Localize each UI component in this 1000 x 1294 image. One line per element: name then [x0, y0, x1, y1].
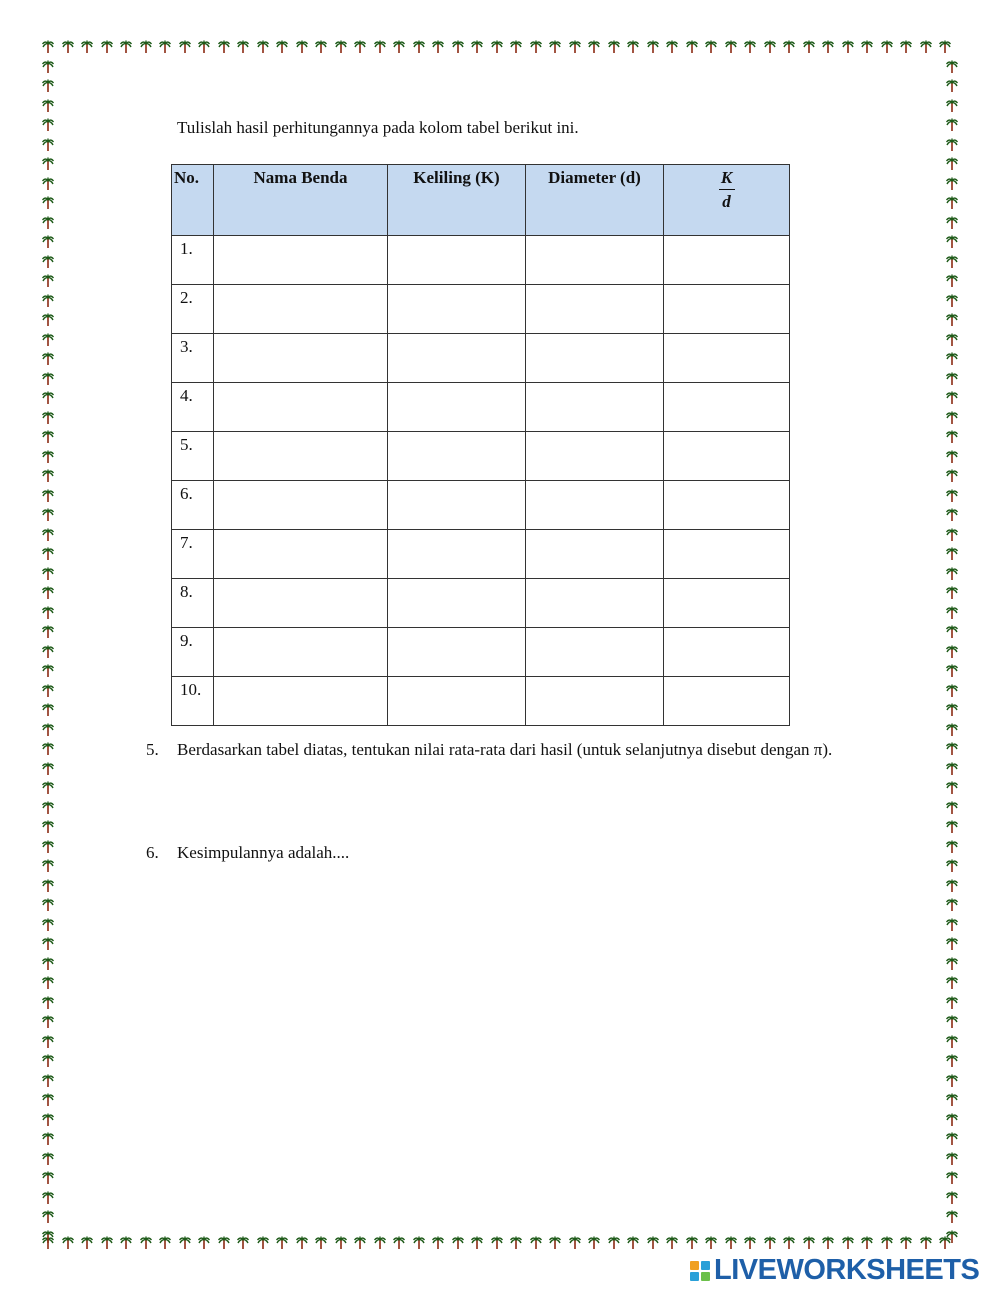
brand-name: LIVEWORKSHEETS	[714, 1254, 980, 1286]
palm-tree-icon	[296, 40, 308, 53]
palm-tree-icon	[946, 1152, 958, 1165]
palm-tree-icon	[946, 391, 958, 404]
palm-tree-icon	[42, 879, 54, 892]
palm-tree-icon	[946, 1171, 958, 1184]
palm-tree-icon	[744, 40, 756, 53]
palm-tree-icon	[725, 40, 737, 53]
palm-tree-icon	[159, 1236, 171, 1249]
palm-tree-icon	[686, 40, 698, 53]
palm-tree-icon	[569, 1236, 581, 1249]
palm-tree-icon	[946, 742, 958, 755]
palm-tree-icon	[42, 1093, 54, 1106]
palm-tree-icon	[42, 99, 54, 112]
cell-ratio[interactable]	[664, 530, 790, 579]
palm-tree-icon	[62, 40, 74, 53]
palm-tree-icon	[42, 489, 54, 502]
row-number: 2.	[172, 285, 214, 334]
palm-tree-icon	[471, 40, 483, 53]
cell-diameter[interactable]	[526, 432, 664, 481]
palm-tree-icon	[705, 40, 717, 53]
palm-tree-icon	[432, 1236, 444, 1249]
palm-tree-icon	[198, 40, 210, 53]
palm-tree-icon	[42, 1230, 54, 1243]
cell-keliling[interactable]	[388, 236, 526, 285]
cell-keliling[interactable]	[388, 628, 526, 677]
palm-tree-icon	[42, 235, 54, 248]
palm-tree-icon	[159, 40, 171, 53]
ratio-denominator: d	[722, 192, 731, 211]
palm-tree-icon	[42, 918, 54, 931]
table-row	[172, 285, 790, 334]
palm-tree-icon	[608, 1236, 620, 1249]
palm-tree-icon	[946, 489, 958, 502]
palm-tree-icon	[608, 40, 620, 53]
palm-tree-icon	[42, 372, 54, 385]
row-number: 7.	[172, 530, 214, 579]
palm-tree-icon	[549, 40, 561, 53]
instruction-text: Tulislah hasil perhitungannya pada kolom tabel berikut ini.	[177, 118, 579, 137]
palm-tree-icon	[42, 1210, 54, 1223]
palm-tree-icon	[315, 1236, 327, 1249]
palm-tree-icon	[42, 450, 54, 463]
palm-tree-icon	[939, 40, 951, 53]
row-number: 6.	[172, 481, 214, 530]
palm-tree-icon	[946, 216, 958, 229]
palm-tree-icon	[842, 40, 854, 53]
palm-tree-icon	[946, 898, 958, 911]
table-row	[172, 334, 790, 383]
palm-tree-icon	[42, 820, 54, 833]
palm-tree-icon	[946, 703, 958, 716]
table-row	[172, 236, 790, 285]
palm-tree-icon	[81, 40, 93, 53]
palm-tree-icon	[946, 1074, 958, 1087]
palm-tree-icon	[666, 1236, 678, 1249]
table-header-row	[172, 165, 790, 236]
palm-tree-icon	[946, 1191, 958, 1204]
palm-tree-icon	[803, 1236, 815, 1249]
row-number: 4.	[172, 383, 214, 432]
palm-tree-icon	[946, 723, 958, 736]
palm-tree-icon	[946, 586, 958, 599]
palm-tree-icon	[946, 625, 958, 638]
palm-tree-icon	[900, 40, 912, 53]
palm-tree-icon	[101, 40, 113, 53]
palm-tree-icon	[42, 1132, 54, 1145]
palm-tree-icon	[42, 840, 54, 853]
cell-nama-benda[interactable]	[214, 285, 388, 334]
palm-tree-icon	[218, 40, 230, 53]
palm-tree-icon	[42, 645, 54, 658]
palm-tree-icon	[946, 274, 958, 287]
logo-icon	[690, 1261, 710, 1281]
palm-tree-icon	[42, 606, 54, 619]
palm-tree-icon	[120, 1236, 132, 1249]
palm-tree-icon	[354, 1236, 366, 1249]
palm-tree-icon	[946, 469, 958, 482]
palm-tree-icon	[783, 40, 795, 53]
palm-tree-icon	[432, 40, 444, 53]
palm-tree-icon	[42, 60, 54, 73]
palm-tree-icon	[881, 40, 893, 53]
table-row	[172, 628, 790, 677]
question-text: Berdasarkan tabel diatas, tentukan nilai rata-rata dari hasil (untuk selanjutnya disebut dengan π).	[177, 740, 833, 759]
palm-tree-icon	[510, 40, 522, 53]
palm-tree-icon	[946, 79, 958, 92]
palm-tree-icon	[946, 820, 958, 833]
palm-tree-icon	[946, 1093, 958, 1106]
cell-keliling[interactable]	[388, 285, 526, 334]
row-number: 8.	[172, 579, 214, 628]
palm-tree-icon	[946, 138, 958, 151]
palm-tree-icon	[42, 996, 54, 1009]
palm-tree-icon	[42, 333, 54, 346]
palm-tree-icon	[42, 469, 54, 482]
palm-tree-icon	[946, 255, 958, 268]
palm-tree-icon	[354, 40, 366, 53]
palm-tree-icon	[62, 1236, 74, 1249]
palm-tree-icon	[42, 781, 54, 794]
fraction-bar	[719, 189, 735, 190]
palm-tree-icon	[946, 99, 958, 112]
palm-tree-icon	[491, 1236, 503, 1249]
question-5	[146, 733, 877, 767]
row-number: 1.	[172, 236, 214, 285]
palm-tree-icon	[413, 1236, 425, 1249]
palm-tree-icon	[946, 781, 958, 794]
cell-keliling[interactable]	[388, 334, 526, 383]
palm-tree-icon	[42, 723, 54, 736]
palm-tree-icon	[276, 1236, 288, 1249]
palm-tree-icon	[946, 1015, 958, 1028]
palm-tree-icon	[374, 40, 386, 53]
palm-tree-icon	[946, 1230, 958, 1243]
header-no: No.	[172, 165, 214, 236]
palm-tree-icon	[946, 996, 958, 1009]
palm-tree-icon	[42, 138, 54, 151]
palm-tree-icon	[920, 1236, 932, 1249]
row-number: 5.	[172, 432, 214, 481]
question-6	[146, 836, 877, 870]
ratio-fraction	[719, 168, 735, 211]
header-keliling: Keliling (K)	[388, 165, 526, 236]
palm-tree-icon	[491, 40, 503, 53]
cell-ratio[interactable]	[664, 383, 790, 432]
palm-tree-icon	[822, 40, 834, 53]
palm-tree-icon	[374, 1236, 386, 1249]
palm-tree-icon	[946, 840, 958, 853]
palm-tree-icon	[822, 1236, 834, 1249]
palm-tree-icon	[257, 1236, 269, 1249]
question-text: Kesimpulannya adalah....	[177, 843, 350, 862]
cell-keliling[interactable]	[388, 530, 526, 579]
palm-tree-icon	[705, 1236, 717, 1249]
palm-tree-icon	[452, 40, 464, 53]
palm-tree-icon	[946, 60, 958, 73]
palm-tree-icon	[140, 1236, 152, 1249]
cell-diameter[interactable]	[526, 334, 664, 383]
palm-tree-icon	[296, 1236, 308, 1249]
palm-tree-icon	[627, 1236, 639, 1249]
palm-tree-icon	[569, 40, 581, 53]
palm-tree-icon	[42, 684, 54, 697]
palm-tree-icon	[946, 430, 958, 443]
palm-tree-icon	[42, 898, 54, 911]
palm-tree-icon	[42, 79, 54, 92]
palm-tree-icon	[744, 1236, 756, 1249]
palm-tree-icon	[276, 40, 288, 53]
palm-tree-icon	[946, 1132, 958, 1145]
palm-tree-icon	[198, 1236, 210, 1249]
palm-tree-icon	[42, 528, 54, 541]
palm-tree-icon	[946, 177, 958, 190]
palm-tree-icon	[42, 664, 54, 677]
palm-tree-icon	[764, 1236, 776, 1249]
cell-diameter[interactable]	[526, 383, 664, 432]
palm-tree-icon	[335, 1236, 347, 1249]
palm-tree-icon	[42, 177, 54, 190]
cell-nama-benda[interactable]	[214, 677, 388, 726]
palm-tree-icon	[179, 1236, 191, 1249]
palm-tree-icon	[530, 1236, 542, 1249]
palm-tree-icon	[861, 40, 873, 53]
palm-tree-icon	[946, 664, 958, 677]
question-number: 6.	[146, 843, 159, 862]
cell-keliling[interactable]	[388, 481, 526, 530]
palm-tree-icon	[946, 801, 958, 814]
palm-tree-icon	[588, 1236, 600, 1249]
palm-tree-icon	[237, 40, 249, 53]
palm-tree-icon	[42, 294, 54, 307]
table-row	[172, 432, 790, 481]
palm-tree-icon	[413, 40, 425, 53]
palm-tree-icon	[42, 274, 54, 287]
cell-ratio[interactable]	[664, 481, 790, 530]
palm-tree-icon	[946, 762, 958, 775]
table-row	[172, 383, 790, 432]
cell-diameter[interactable]	[526, 236, 664, 285]
palm-tree-icon	[42, 801, 54, 814]
palm-tree-icon	[946, 313, 958, 326]
palm-tree-icon	[946, 235, 958, 248]
cell-nama-benda[interactable]	[214, 628, 388, 677]
palm-tree-icon	[179, 40, 191, 53]
palm-tree-icon	[42, 567, 54, 580]
palm-tree-icon	[42, 1171, 54, 1184]
cell-ratio[interactable]	[664, 432, 790, 481]
cell-keliling[interactable]	[388, 432, 526, 481]
palm-tree-icon	[42, 430, 54, 443]
palm-tree-icon	[549, 1236, 561, 1249]
palm-tree-icon	[881, 1236, 893, 1249]
cell-diameter[interactable]	[526, 481, 664, 530]
cell-nama-benda[interactable]	[214, 432, 388, 481]
cell-diameter[interactable]	[526, 530, 664, 579]
cell-nama-benda[interactable]	[214, 530, 388, 579]
cell-nama-benda[interactable]	[214, 236, 388, 285]
palm-tree-icon	[946, 196, 958, 209]
question-number: 5.	[146, 740, 159, 759]
palm-tree-icon	[946, 450, 958, 463]
palm-tree-icon	[946, 294, 958, 307]
palm-tree-icon	[946, 1113, 958, 1126]
palm-tree-icon	[393, 1236, 405, 1249]
cell-nama-benda[interactable]	[214, 481, 388, 530]
palm-tree-icon	[120, 40, 132, 53]
palm-tree-icon	[686, 1236, 698, 1249]
palm-tree-icon	[920, 40, 932, 53]
palm-tree-icon	[946, 567, 958, 580]
palm-tree-icon	[42, 957, 54, 970]
palm-tree-icon	[42, 411, 54, 424]
palm-tree-icon	[946, 352, 958, 365]
palm-tree-icon	[647, 40, 659, 53]
cell-ratio[interactable]	[664, 285, 790, 334]
palm-tree-icon	[803, 40, 815, 53]
palm-tree-icon	[42, 1015, 54, 1028]
results-table	[171, 164, 790, 726]
ratio-numerator: K	[720, 168, 733, 187]
palm-tree-icon	[946, 645, 958, 658]
palm-tree-icon	[900, 1236, 912, 1249]
palm-tree-icon	[946, 684, 958, 697]
row-number: 3.	[172, 334, 214, 383]
palm-tree-icon	[101, 1236, 113, 1249]
palm-tree-icon	[946, 918, 958, 931]
palm-tree-icon	[42, 196, 54, 209]
cell-ratio[interactable]	[664, 579, 790, 628]
palm-tree-icon	[510, 1236, 522, 1249]
palm-tree-icon	[140, 40, 152, 53]
cell-ratio[interactable]	[664, 334, 790, 383]
palm-tree-icon	[42, 547, 54, 560]
cell-keliling[interactable]	[388, 677, 526, 726]
palm-tree-icon	[725, 1236, 737, 1249]
palm-tree-icon	[946, 547, 958, 560]
palm-tree-icon	[946, 118, 958, 131]
palm-tree-icon	[452, 1236, 464, 1249]
table-row	[172, 579, 790, 628]
palm-tree-icon	[257, 40, 269, 53]
palm-tree-icon	[946, 937, 958, 950]
palm-tree-icon	[946, 333, 958, 346]
header-diameter: Diameter (d)	[526, 165, 664, 236]
cell-diameter[interactable]	[526, 285, 664, 334]
palm-tree-icon	[946, 157, 958, 170]
palm-tree-icon	[218, 1236, 230, 1249]
palm-tree-icon	[42, 352, 54, 365]
palm-tree-icon	[42, 1191, 54, 1204]
row-number: 9.	[172, 628, 214, 677]
palm-tree-icon	[946, 606, 958, 619]
table-row	[172, 530, 790, 579]
palm-tree-icon	[946, 976, 958, 989]
liveworksheets-logo	[690, 1254, 979, 1287]
palm-tree-icon	[842, 1236, 854, 1249]
palm-tree-icon	[946, 879, 958, 892]
palm-tree-icon	[42, 1113, 54, 1126]
table-row	[172, 481, 790, 530]
palm-tree-icon	[946, 859, 958, 872]
cell-nama-benda[interactable]	[214, 579, 388, 628]
cell-keliling[interactable]	[388, 383, 526, 432]
palm-tree-icon	[335, 40, 347, 53]
palm-tree-icon	[42, 976, 54, 989]
palm-tree-icon	[42, 742, 54, 755]
palm-tree-icon	[946, 1210, 958, 1223]
palm-tree-icon	[393, 40, 405, 53]
palm-tree-icon	[237, 1236, 249, 1249]
palm-tree-icon	[42, 937, 54, 950]
palm-tree-icon	[42, 40, 54, 53]
palm-tree-icon	[42, 1074, 54, 1087]
palm-tree-icon	[647, 1236, 659, 1249]
palm-tree-icon	[764, 40, 776, 53]
palm-tree-icon	[81, 1236, 93, 1249]
palm-tree-icon	[471, 1236, 483, 1249]
palm-tree-icon	[42, 586, 54, 599]
palm-tree-icon	[588, 40, 600, 53]
palm-tree-icon	[946, 957, 958, 970]
palm-tree-icon	[42, 255, 54, 268]
palm-tree-icon	[42, 703, 54, 716]
table-row	[172, 677, 790, 726]
palm-tree-icon	[946, 1035, 958, 1048]
palm-tree-icon	[783, 1236, 795, 1249]
palm-tree-icon	[42, 859, 54, 872]
cell-nama-benda[interactable]	[214, 334, 388, 383]
palm-tree-icon	[946, 372, 958, 385]
palm-tree-icon	[42, 1054, 54, 1067]
cell-diameter[interactable]	[526, 579, 664, 628]
cell-keliling[interactable]	[388, 579, 526, 628]
palm-tree-icon	[42, 157, 54, 170]
palm-tree-icon	[42, 625, 54, 638]
palm-tree-icon	[861, 1236, 873, 1249]
cell-ratio[interactable]	[664, 236, 790, 285]
palm-tree-icon	[315, 40, 327, 53]
cell-ratio[interactable]	[664, 677, 790, 726]
palm-tree-icon	[946, 508, 958, 521]
palm-tree-icon	[42, 1035, 54, 1048]
palm-tree-icon	[42, 1152, 54, 1165]
palm-tree-icon	[42, 313, 54, 326]
header-nama-benda: Nama Benda	[214, 165, 388, 236]
cell-diameter[interactable]	[526, 677, 664, 726]
header-ratio	[664, 165, 790, 236]
palm-tree-icon	[627, 40, 639, 53]
palm-tree-icon	[666, 40, 678, 53]
palm-tree-icon	[946, 528, 958, 541]
cell-ratio[interactable]	[664, 628, 790, 677]
palm-tree-icon	[42, 391, 54, 404]
palm-tree-icon	[42, 216, 54, 229]
row-number: 10.	[172, 677, 214, 726]
cell-nama-benda[interactable]	[214, 383, 388, 432]
palm-tree-icon	[946, 1054, 958, 1067]
palm-tree-icon	[42, 508, 54, 521]
palm-tree-icon	[530, 40, 542, 53]
palm-tree-icon	[946, 411, 958, 424]
cell-diameter[interactable]	[526, 628, 664, 677]
palm-tree-icon	[42, 118, 54, 131]
palm-tree-icon	[42, 762, 54, 775]
